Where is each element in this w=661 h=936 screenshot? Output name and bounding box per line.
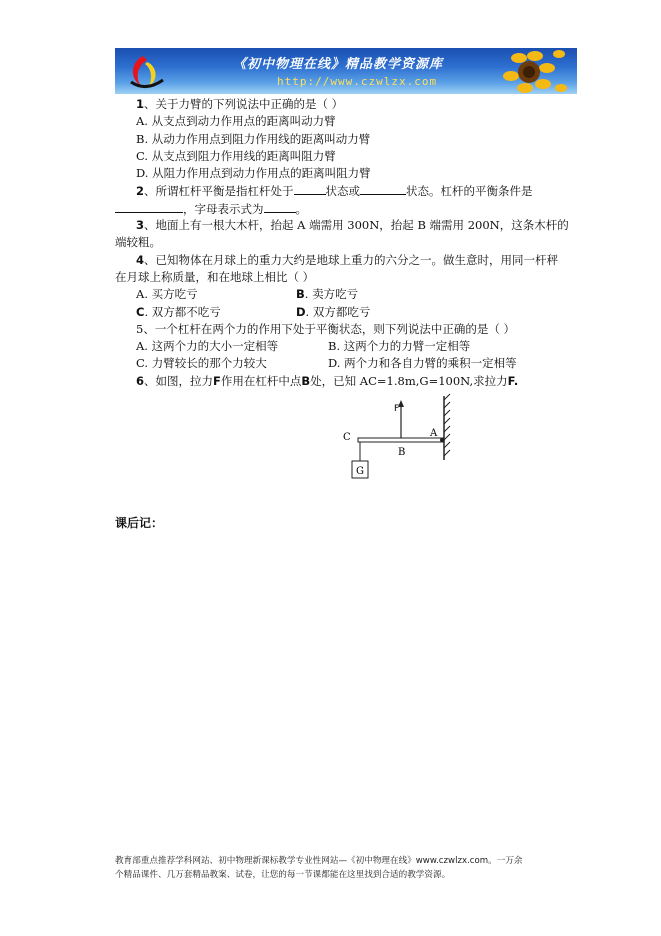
q3-line2: 端较粗。 (115, 235, 161, 250)
q2-line2: ，字母表示式为 。 (115, 200, 577, 217)
q2-line1: 2、所谓杠杆平衡是指杠杆处于 状态或 状态。杠杆的平衡条件是 (136, 184, 533, 199)
q6-stem: 6、如图，拉力F作用在杠杆中点B处，已知 AC=1.8m,G=100N,求拉力F. (136, 373, 519, 388)
q4-option-b: B. 卖方吃亏 (296, 287, 359, 302)
pivot-a (440, 438, 444, 442)
q1-stem: 1、关于力臂的下列说法中正确的是（ ） (136, 97, 344, 111)
footer-line-1: 教育部重点推荐学科网站、初中物理新课标教学专业性网站—《初中物理在线》www.czwlzx.com。一万余 (115, 856, 523, 866)
q4-line2: 在月球上称质量，和在地球上相比（ ） (115, 269, 315, 284)
lever-diagram (330, 378, 490, 490)
label-g: G (356, 466, 364, 477)
after-class-notes: 课后记： (115, 516, 164, 530)
banner-url[interactable]: http://www.czwlzx.com (277, 75, 438, 88)
q1-option-a: A. 从支点到动力作用点的距离叫动力臂 (136, 114, 336, 129)
header-banner (115, 48, 577, 94)
footer-line-2: 个精品课件、几万套精品教案、试卷，让您的每一节课都能在这里找到合适的教学资源。 (115, 870, 451, 880)
q4-options-row2 (115, 304, 577, 321)
label-b: B (398, 447, 406, 458)
q1-option-d: D. 从阻力作用点到动力作用点的距离叫阻力臂 (136, 166, 371, 181)
q1-option-c: C. 从支点到阻力作用线的距离叫阻力臂 (136, 148, 336, 163)
wall-hatch (444, 394, 450, 456)
q5-options-row1 (115, 338, 577, 355)
label-f: F (394, 404, 400, 414)
banner-title: 《初中物理在线》精品教学资源库 (233, 57, 444, 72)
q2-blank-3[interactable] (115, 200, 183, 213)
q2-blank-1[interactable] (294, 182, 326, 195)
q1-option-b: B. 从动力作用点到阻力作用线的距离叫动力臂 (136, 131, 371, 146)
site-logo-icon (121, 52, 171, 90)
q4-options-row1 (115, 286, 577, 303)
q5-option-b: B. 这两个力的力臂一定相等 (328, 339, 471, 354)
question-content (115, 96, 577, 390)
q5-stem: 5、一个杠杆在两个力的作用下处于平衡状态，则下列说法中正确的是（ ） (136, 321, 515, 336)
q5-option-a: A. 这两个力的大小一定相等 (136, 339, 279, 354)
q2-blank-2[interactable] (360, 182, 406, 195)
q3-line1: 3、地面上有一根大木杆，抬起 A 端需用 300N，抬起 B 端需用 200N，这条木杆的 (136, 218, 569, 233)
q5-option-d: D. 两个力和各自力臂的乘积一定相等 (328, 356, 517, 371)
q4-line1: 4、已知物体在月球上的重力大约是地球上重力的六分之一。做生意时，用同一杆秤 (136, 252, 559, 267)
label-a: A (430, 428, 438, 439)
page-footer (115, 854, 585, 882)
q4-option-d: D. 双方都吃亏 (296, 304, 371, 319)
q2-blank-4[interactable] (264, 200, 296, 213)
q4-option-c: C. 双方都不吃亏 (136, 304, 221, 319)
q4-option-a: A. 买方吃亏 (136, 287, 198, 302)
q5-options-row2 (115, 355, 577, 372)
sunflower-icon (489, 48, 569, 94)
q5-option-c: C. 力臂较长的那个力较大 (136, 356, 267, 371)
label-c: C (343, 432, 351, 443)
